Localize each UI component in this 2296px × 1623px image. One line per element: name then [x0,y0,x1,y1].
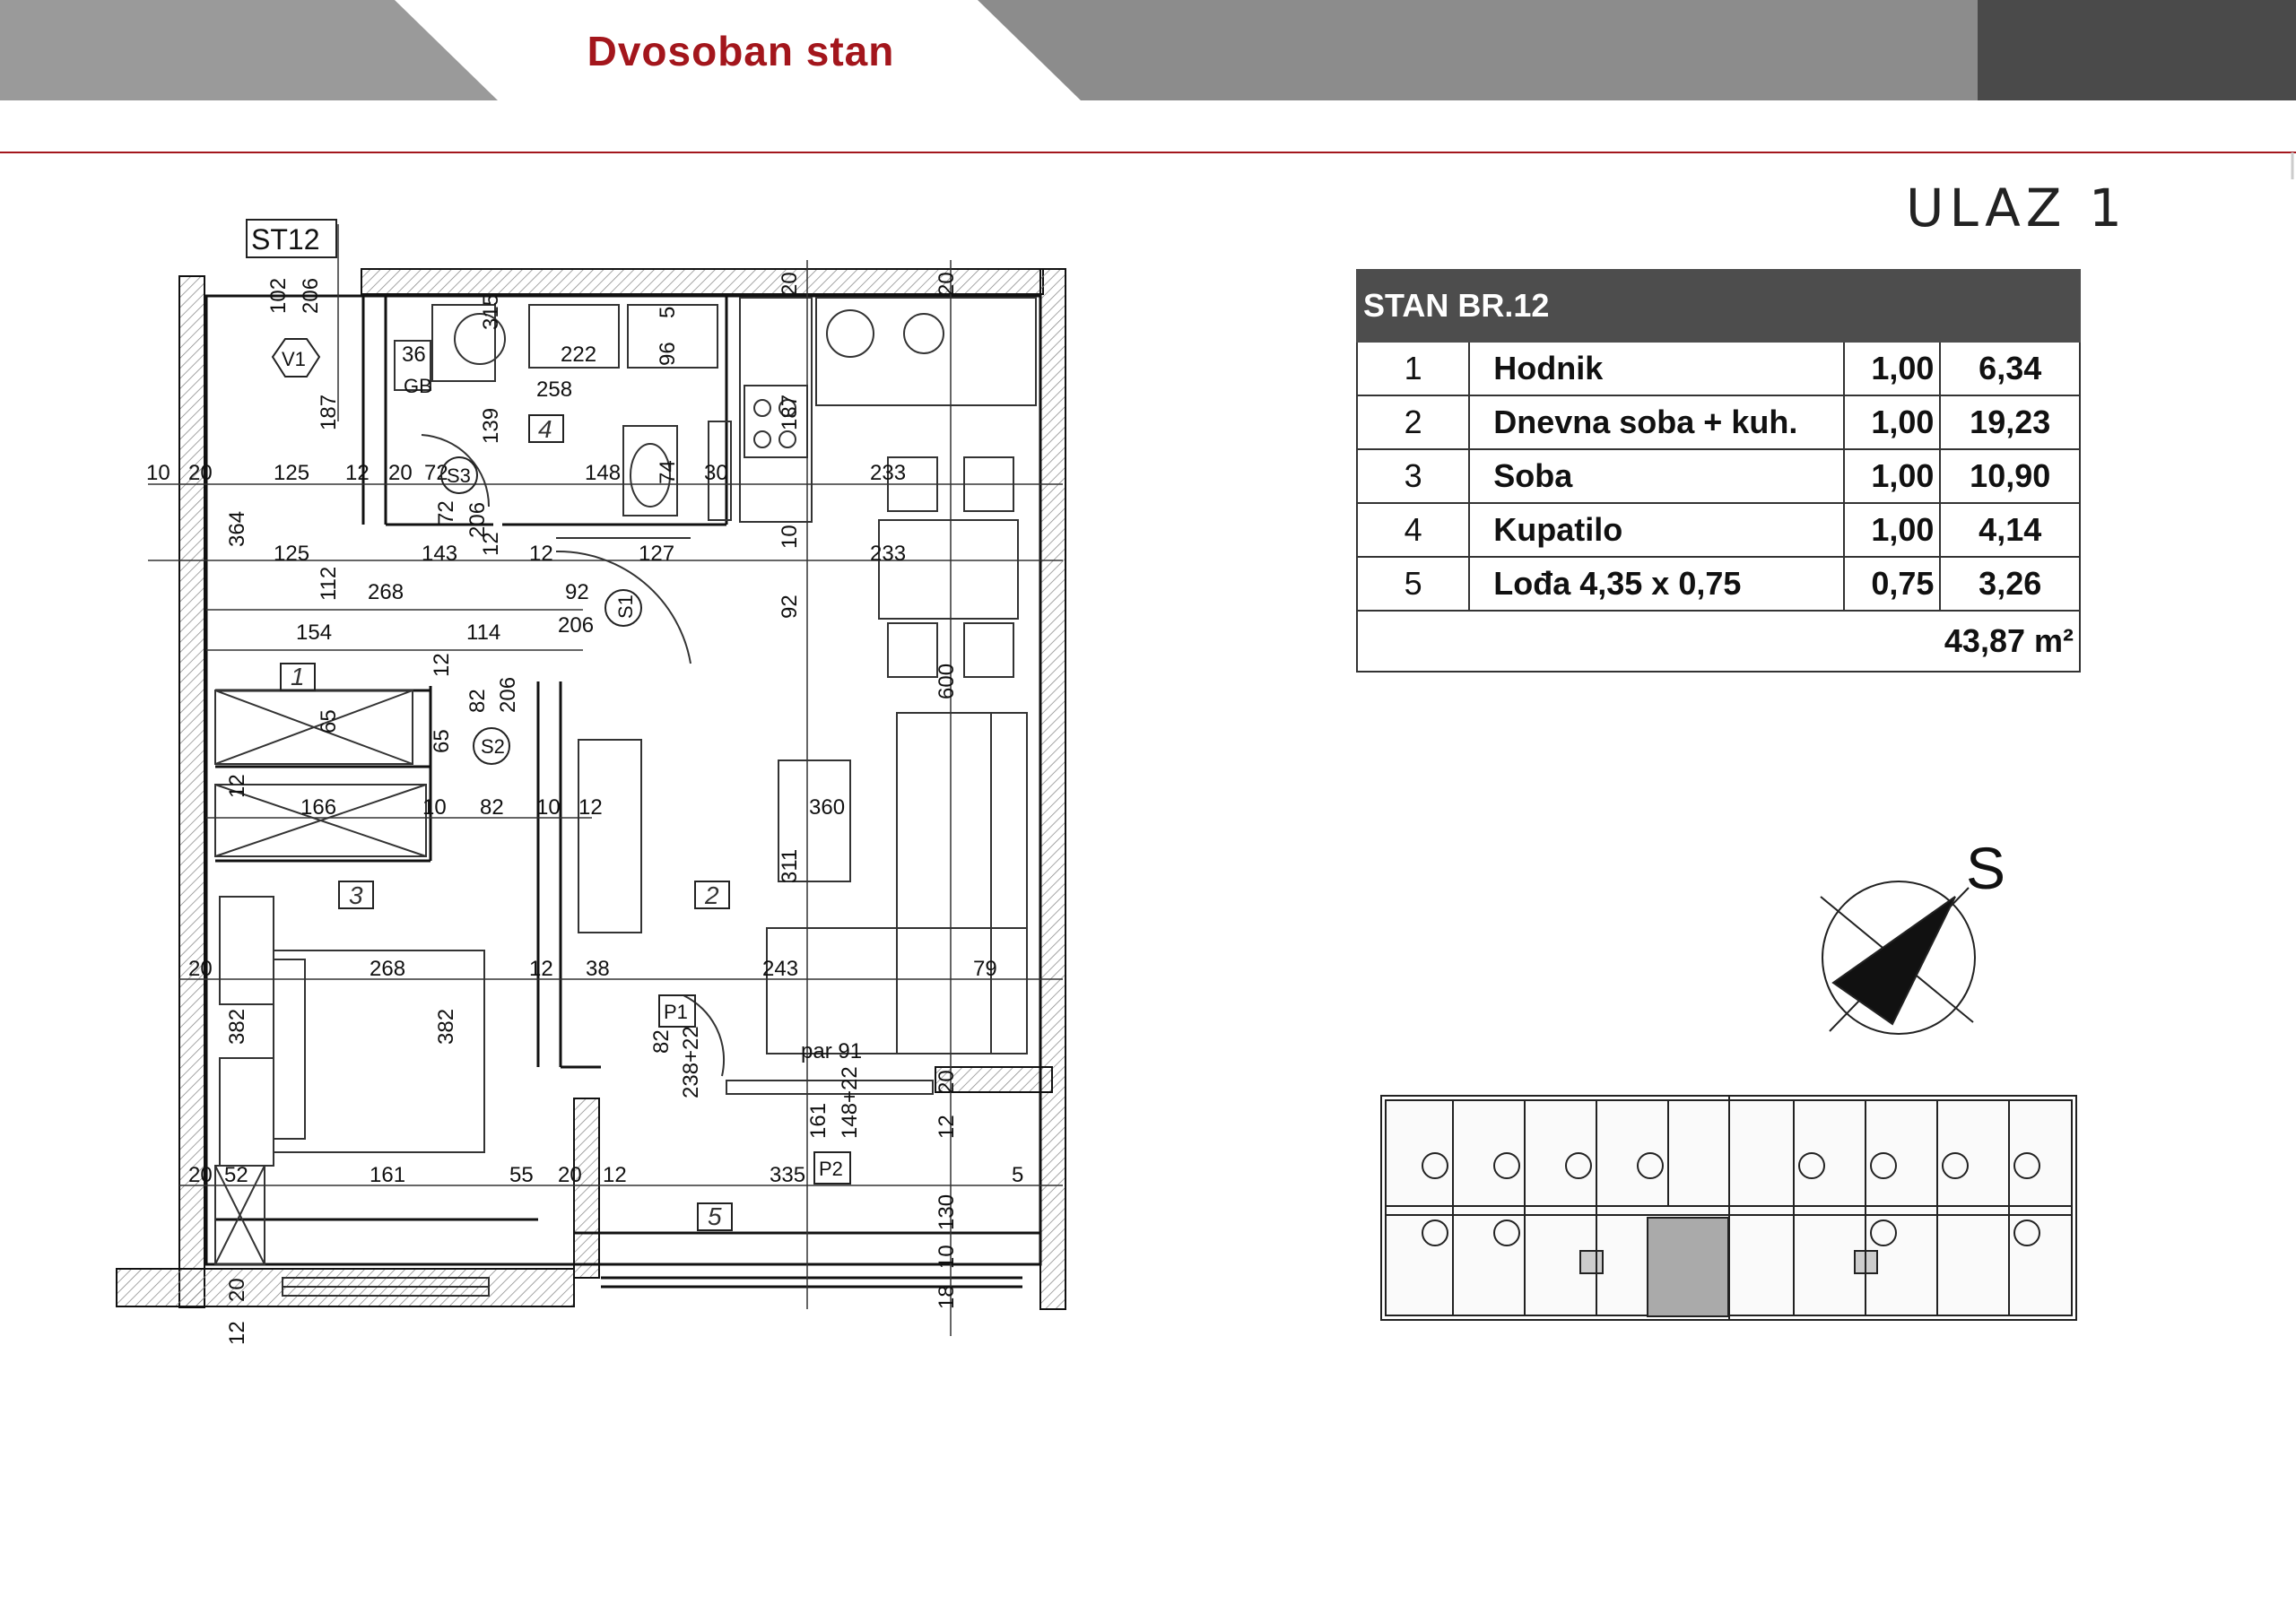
svg-text:P2: P2 [819,1158,843,1180]
unit-tag: ST12 [251,223,320,256]
svg-text:382: 382 [225,1008,249,1045]
svg-text:10: 10 [146,461,170,485]
svg-text:72: 72 [434,500,458,525]
svg-text:12: 12 [430,653,454,677]
walls [117,269,1065,1309]
svg-text:12: 12 [529,542,553,566]
row-number: 4 [1357,503,1469,557]
room-area: 19,23 [1940,395,2080,449]
row-number: 5 [1357,557,1469,611]
svg-text:335: 335 [770,1163,806,1187]
row-number: 1 [1357,342,1469,395]
row-number: 2 [1357,395,1469,449]
svg-text:10: 10 [422,795,447,820]
svg-text:112: 112 [317,566,341,601]
svg-text:3: 3 [349,881,363,909]
room-area: 4,14 [1940,503,2080,557]
svg-text:600: 600 [935,663,959,699]
room-name: Kupatilo [1469,503,1844,557]
svg-text:12: 12 [345,461,370,485]
svg-text:382: 382 [434,1008,458,1045]
room-name: Soba [1469,449,1844,503]
svg-text:GB: GB [404,375,432,397]
svg-text:20: 20 [778,272,802,296]
svg-text:96: 96 [656,342,680,366]
svg-text:V1: V1 [282,348,306,370]
room-name: Hodnik [1469,342,1844,395]
svg-text:12: 12 [529,957,553,981]
svg-text:222: 222 [561,343,597,367]
svg-text:38: 38 [586,957,610,981]
room-area: 3,26 [1940,557,2080,611]
svg-text:12: 12 [578,795,603,820]
table-row [1357,342,2080,395]
furniture [215,298,1036,1296]
table-row [1357,449,2080,503]
svg-text:S1: S1 [614,595,637,619]
svg-text:92: 92 [778,595,802,619]
room-area: 10,90 [1940,449,2080,503]
svg-text:166: 166 [300,795,337,820]
table-row [1357,395,2080,449]
svg-text:12: 12 [479,532,503,556]
svg-text:82: 82 [649,1029,674,1054]
svg-text:55: 55 [509,1163,534,1187]
table-title: STAN BR.12 [1357,270,2080,342]
svg-text:par 91: par 91 [801,1039,863,1063]
svg-text:20: 20 [188,461,213,485]
svg-text:148+22: 148+22 [838,1066,862,1139]
svg-text:161: 161 [370,1163,406,1187]
room-name: Lođa 4,35 x 0,75 [1469,557,1844,611]
table-row [1357,557,2080,611]
svg-text:79: 79 [973,957,997,981]
svg-text:268: 268 [370,957,406,981]
svg-text:4: 4 [538,415,552,443]
svg-text:139: 139 [479,407,503,444]
svg-text:5: 5 [708,1202,722,1230]
svg-text:82: 82 [465,689,490,713]
svg-text:233: 233 [870,542,907,566]
room-coefficient: 1,00 [1844,449,1940,503]
svg-text:12: 12 [603,1163,627,1187]
svg-text:12: 12 [225,1321,249,1345]
svg-text:20: 20 [388,461,413,485]
svg-text:206: 206 [299,277,323,314]
room-coefficient: 0,75 [1844,557,1940,611]
svg-text:20: 20 [188,957,213,981]
svg-text:20: 20 [188,1163,213,1187]
svg-text:20: 20 [225,1278,249,1302]
svg-text:10: 10 [935,1245,959,1269]
svg-text:10: 10 [778,525,802,549]
svg-text:315: 315 [479,293,503,330]
svg-text:148: 148 [585,461,622,485]
svg-text:12: 12 [225,774,249,798]
room-name: Dnevna soba + kuh. [1469,395,1844,449]
svg-text:P1: P1 [664,1001,688,1023]
svg-text:5: 5 [1012,1163,1024,1187]
svg-text:161: 161 [806,1102,831,1139]
svg-text:65: 65 [430,729,454,753]
svg-text:36: 36 [402,343,426,367]
svg-text:20: 20 [935,272,959,296]
svg-text:258: 258 [536,378,573,402]
svg-text:125: 125 [274,542,310,566]
key-plan [1381,1096,2076,1320]
room-area: 6,34 [1940,342,2080,395]
svg-text:18: 18 [935,1285,959,1309]
svg-text:5: 5 [656,306,680,318]
svg-text:206: 206 [465,501,490,538]
svg-text:82: 82 [480,795,504,820]
svg-text:243: 243 [762,957,799,981]
svg-text:364: 364 [225,510,249,547]
compass-icon [1821,881,1975,1034]
room-coefficient: 1,00 [1844,342,1940,395]
svg-text:206: 206 [558,613,595,638]
row-number: 3 [1357,449,1469,503]
entrance-label: ULAZ 1 [1906,178,2127,239]
compass-label: S [1966,835,2006,901]
svg-text:125: 125 [274,461,310,485]
page-title: Dvosoban stan [587,28,895,74]
svg-text:74: 74 [656,460,680,484]
room-coefficient: 1,00 [1844,395,1940,449]
svg-text:311: 311 [778,848,802,883]
room-coefficient: 1,00 [1844,503,1940,557]
svg-text:143: 143 [422,542,458,566]
svg-text:102: 102 [266,277,291,314]
svg-text:114: 114 [466,621,501,645]
svg-text:127: 127 [639,542,675,566]
svg-text:10: 10 [536,795,561,820]
svg-text:92: 92 [565,580,589,604]
svg-text:20: 20 [558,1163,582,1187]
svg-text:20: 20 [935,1070,959,1094]
svg-text:268: 268 [368,580,404,604]
svg-text:360: 360 [809,795,846,820]
svg-text:2: 2 [705,881,719,909]
svg-text:206: 206 [496,676,520,713]
svg-text:S2: S2 [481,735,505,758]
svg-text:130: 130 [935,1193,959,1230]
svg-text:238+22: 238+22 [679,1026,703,1098]
svg-text:12: 12 [935,1115,959,1139]
svg-text:52: 52 [224,1163,248,1187]
svg-text:30: 30 [704,461,728,485]
svg-text:1: 1 [291,663,305,690]
svg-text:65: 65 [317,709,341,733]
svg-text:154: 154 [296,621,333,645]
svg-text:S3: S3 [447,464,471,487]
svg-text:187: 187 [317,394,341,430]
total-area: 43,87 m² [1357,611,2080,672]
svg-text:233: 233 [870,461,907,485]
svg-text:72: 72 [424,461,448,485]
unit-area-table [1356,269,2081,673]
svg-text:187: 187 [778,394,802,430]
table-row [1357,503,2080,557]
